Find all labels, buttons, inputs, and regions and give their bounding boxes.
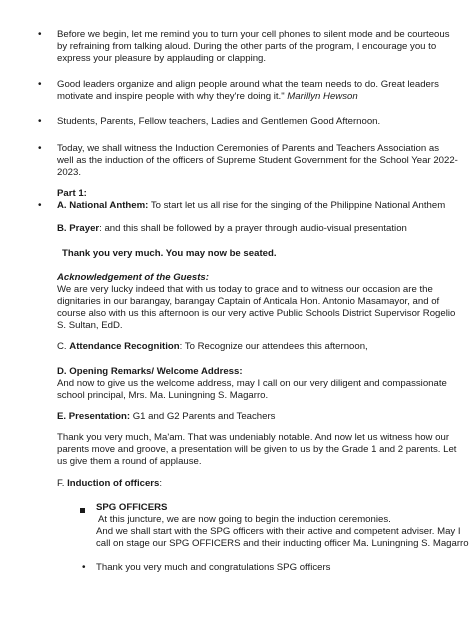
paragraph-quote: Good leaders organize and align people around what the team needs to do. Great leaders motivate and inspire people with why they're doing it." Marillyn Hewson [57,79,439,102]
acknowledgement-heading: Acknowledgement of the Guests: [57,272,209,283]
paragraph-induction: Today, we shall witness the Induction Ceremonies of Parents and Teachers Association as well as the induction of the officers of Supreme Student Government for the School Year 2022- 2023. [57,143,458,178]
opening-remarks-body: And now to give us the welcome address, may I call on our very diligent and compassionate school principal, Mrs. Ma. Luningning S. Magarro. [57,378,447,401]
presentation-body: Thank you very much, Ma'am. That was undeniably notable. And now let us witness how our parents move and groove, a presentation will be given to us by the Grade 1 and 2 parents. Let us give them a round of applause. [57,432,457,467]
square-bullet [80,505,85,517]
item-attendance: C. Attendance Recognition: To Recognize our attendees this afternoon, [57,341,368,352]
bullet-dot: • [38,200,42,211]
item-national-anthem: A. National Anthem: To start let us all rise for the singing of the Philippine National Anthem [57,200,446,211]
item-presentation: E. Presentation: G1 and G2 Parents and Teachers [57,411,276,422]
opening-remarks-heading: D. Opening Remarks/ Welcome Address: [57,366,243,377]
bullet-dot: • [38,116,42,127]
item-prayer: B. Prayer: and this shall be followed by a prayer through audio-visual presentation [57,223,407,234]
item-induction-officers: F. Induction of officers: [57,478,163,489]
thank-you-seated: Thank you very much. You may now be seated. [62,248,277,259]
bullet-dot: • [82,562,86,573]
bullet-dot: • [38,29,42,40]
paragraph-greeting: Students, Parents, Fellow teachers, Ladies and Gentlemen Good Afternoon. [57,116,381,127]
spg-officers-block: SPG OFFICERS At this juncture, we are now going to begin the induction ceremonies. And we shall start with the SPG officers with their active and competent adviser. May I call on stage our SPG OFFICERS and their inducting officer Ma. Luningning S. Magarro [96,502,469,549]
spg-thank-you: Thank you very much and congratulations SPG officers [96,562,331,573]
bullet-dot: • [38,79,42,90]
bullet-dot: • [38,143,42,154]
acknowledgement-body: We are very lucky indeed that with us today to grace and to witness our occasion are the dignitaries in our barangay, barangay Captain of Anticala Hon. Antonio Masamayor, and of course also with us this afternoon is our very active Public Schools District Supervisor Rogelio S. Sultan, EdD. [57,284,456,331]
part-heading: Part 1: [57,188,87,199]
paragraph-cellphones: Before we begin, let me remind you to turn your cell phones to silent mode and be courteous by refraining from talking aloud. During the other parts of the program, I encourage you to express your pleasure by applauding or clapping. [57,29,450,64]
